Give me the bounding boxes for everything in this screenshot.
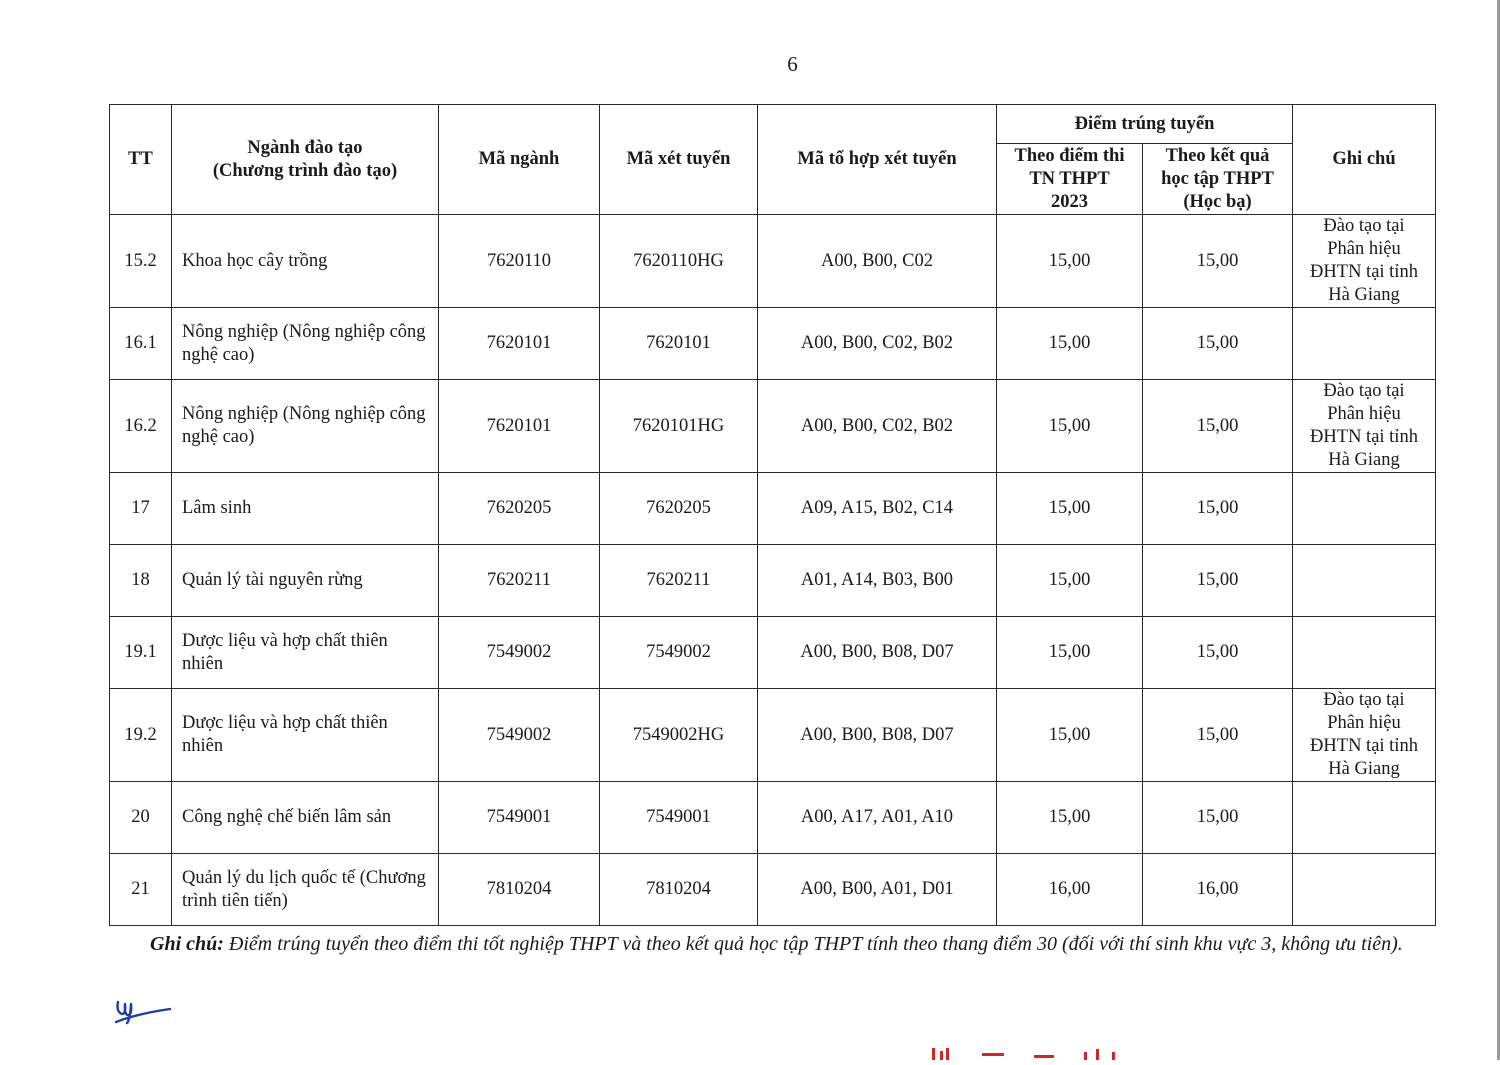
cell-admission-code: 7549001 <box>600 782 758 854</box>
cell-note <box>1293 854 1436 926</box>
header-exam-score <box>997 144 1143 215</box>
cell-combinations: A00, A17, A01, A10 <box>758 782 997 854</box>
header-major-code: Mã ngành <box>439 105 600 215</box>
header-transcript-line1: Theo kết quả <box>1165 145 1270 166</box>
cell-major-code: 7620110 <box>439 215 600 308</box>
cell-note <box>1293 689 1436 782</box>
cell-admission-code: 7620205 <box>600 473 758 545</box>
table-row <box>110 215 1436 308</box>
cell-combinations: A00, B00, C02, B02 <box>758 380 997 473</box>
cell-tt: 16.1 <box>110 308 172 380</box>
header-admission-code: Mã xét tuyển <box>600 105 758 215</box>
initials-drawing <box>112 992 174 1028</box>
cell-combinations: A00, B00, B08, D07 <box>758 689 997 782</box>
note-line: Phân hiệu <box>1327 239 1401 259</box>
stamp-edge-drawing <box>926 1046 1126 1060</box>
cell-exam-score: 15,00 <box>997 782 1143 854</box>
cell-note <box>1293 545 1436 617</box>
cell-transcript-score: 15,00 <box>1143 215 1293 308</box>
cell-major-code: 7620101 <box>439 308 600 380</box>
cell-program: Quản lý tài nguyên rừng <box>172 545 439 617</box>
cell-major-code: 7620101 <box>439 380 600 473</box>
footnote-text: Điểm trúng tuyển theo điểm thi tốt nghiệp THPT và theo kết quả học tập THPT tính theo thang điểm 30 (đối với thí sinh khu vực 3, không ưu tiên). <box>228 933 1403 955</box>
admission-scores-table <box>109 104 1436 926</box>
cell-admission-code: 7620101HG <box>600 380 758 473</box>
cell-admission-code: 7810204 <box>600 854 758 926</box>
cell-program: Nông nghiệp (Nông nghiệp công nghệ cao) <box>172 308 439 380</box>
cell-tt: 21 <box>110 854 172 926</box>
table-row <box>110 854 1436 926</box>
cell-exam-score: 15,00 <box>997 473 1143 545</box>
cell-combinations: A00, B00, A01, D01 <box>758 854 997 926</box>
cell-transcript-score: 15,00 <box>1143 545 1293 617</box>
table-row <box>110 617 1436 689</box>
cell-tt: 20 <box>110 782 172 854</box>
cell-major-code: 7620205 <box>439 473 600 545</box>
header-transcript-line3: (Học bạ) <box>1183 191 1252 212</box>
table-row <box>110 782 1436 854</box>
cell-exam-score: 15,00 <box>997 215 1143 308</box>
cell-transcript-score: 15,00 <box>1143 473 1293 545</box>
cell-note <box>1293 215 1436 308</box>
header-exam-line1: Theo điểm thi <box>1014 145 1125 166</box>
cell-tt: 16.2 <box>110 380 172 473</box>
footnote <box>150 930 1460 959</box>
cell-major-code: 7549002 <box>439 689 600 782</box>
table-row <box>110 545 1436 617</box>
cell-program: Dược liệu và hợp chất thiên nhiên <box>172 689 439 782</box>
stamp-fragment <box>926 1046 1126 1065</box>
cell-transcript-score: 15,00 <box>1143 689 1293 782</box>
header-exam-line3: 2023 <box>1051 191 1088 212</box>
note-line: Phân hiệu <box>1327 713 1401 733</box>
cell-exam-score: 15,00 <box>997 545 1143 617</box>
cell-tt: 18 <box>110 545 172 617</box>
cell-transcript-score: 15,00 <box>1143 782 1293 854</box>
cell-note <box>1293 782 1436 854</box>
note-line: Hà Giang <box>1328 450 1400 470</box>
cell-note <box>1293 473 1436 545</box>
cell-combinations: A00, B00, C02 <box>758 215 997 308</box>
note-line: Phân hiệu <box>1327 404 1401 424</box>
table-row <box>110 473 1436 545</box>
cell-combinations: A01, A14, B03, B00 <box>758 545 997 617</box>
cell-exam-score: 15,00 <box>997 689 1143 782</box>
cell-combinations: A00, B00, B08, D07 <box>758 617 997 689</box>
header-transcript-score <box>1143 144 1293 215</box>
note-line: Đào tạo tại <box>1323 381 1405 401</box>
footnote-label: Ghi chú: <box>150 933 224 955</box>
header-program-line2: (Chương trình đào tạo) <box>212 160 398 181</box>
table-row <box>110 689 1436 782</box>
header-program <box>172 105 439 215</box>
note-line: ĐHTN tại tỉnh <box>1310 427 1418 447</box>
cell-admission-code: 7549002 <box>600 617 758 689</box>
note-line: Hà Giang <box>1328 759 1400 779</box>
table-row <box>110 308 1436 380</box>
header-tt: TT <box>110 105 172 215</box>
note-line: Hà Giang <box>1328 285 1400 305</box>
cell-admission-code: 7549002HG <box>600 689 758 782</box>
cell-exam-score: 15,00 <box>997 308 1143 380</box>
cell-program: Quản lý du lịch quốc tế (Chương trình tiên tiến) <box>172 854 439 926</box>
cell-transcript-score: 15,00 <box>1143 617 1293 689</box>
cell-major-code: 7620211 <box>439 545 600 617</box>
cell-major-code: 7549001 <box>439 782 600 854</box>
cell-admission-code: 7620211 <box>600 545 758 617</box>
cell-major-code: 7549002 <box>439 617 600 689</box>
cell-exam-score: 15,00 <box>997 380 1143 473</box>
header-program-line1: Ngành đào tạo <box>247 137 363 158</box>
note-line: ĐHTN tại tỉnh <box>1310 736 1418 756</box>
cell-tt: 15.2 <box>110 215 172 308</box>
cell-transcript-score: 16,00 <box>1143 854 1293 926</box>
table-row <box>110 380 1436 473</box>
header-scores-group: Điểm trúng tuyển <box>997 105 1293 144</box>
cell-combinations: A00, B00, C02, B02 <box>758 308 997 380</box>
header-notes: Ghi chú <box>1293 105 1436 215</box>
cell-program: Khoa học cây trồng <box>172 215 439 308</box>
cell-admission-code: 7620101 <box>600 308 758 380</box>
cell-note <box>1293 308 1436 380</box>
note-line: ĐHTN tại tỉnh <box>1310 262 1418 282</box>
cell-tt: 19.1 <box>110 617 172 689</box>
cell-tt: 17 <box>110 473 172 545</box>
cell-program: Nông nghiệp (Nông nghiệp công nghệ cao) <box>172 380 439 473</box>
cell-program: Dược liệu và hợp chất thiên nhiên <box>172 617 439 689</box>
cell-program: Lâm sinh <box>172 473 439 545</box>
cell-exam-score: 15,00 <box>997 617 1143 689</box>
cell-combinations: A09, A15, B02, C14 <box>758 473 997 545</box>
header-exam-line2: TN THPT <box>1029 168 1110 189</box>
cell-exam-score: 16,00 <box>997 854 1143 926</box>
page-number: 6 <box>787 52 798 76</box>
cell-admission-code: 7620110HG <box>600 215 758 308</box>
cell-program: Công nghệ chế biến lâm sản <box>172 782 439 854</box>
cell-tt: 19.2 <box>110 689 172 782</box>
cell-major-code: 7810204 <box>439 854 600 926</box>
cell-transcript-score: 15,00 <box>1143 308 1293 380</box>
cell-note <box>1293 380 1436 473</box>
cell-transcript-score: 15,00 <box>1143 380 1293 473</box>
header-combination-code: Mã tổ hợp xét tuyển <box>758 105 997 215</box>
note-line: Đào tạo tại <box>1323 216 1405 236</box>
cell-note <box>1293 617 1436 689</box>
note-line: Đào tạo tại <box>1323 690 1405 710</box>
header-row <box>110 105 1436 144</box>
handwritten-initials <box>112 992 174 1033</box>
header-transcript-line2: học tập THPT <box>1161 168 1274 189</box>
